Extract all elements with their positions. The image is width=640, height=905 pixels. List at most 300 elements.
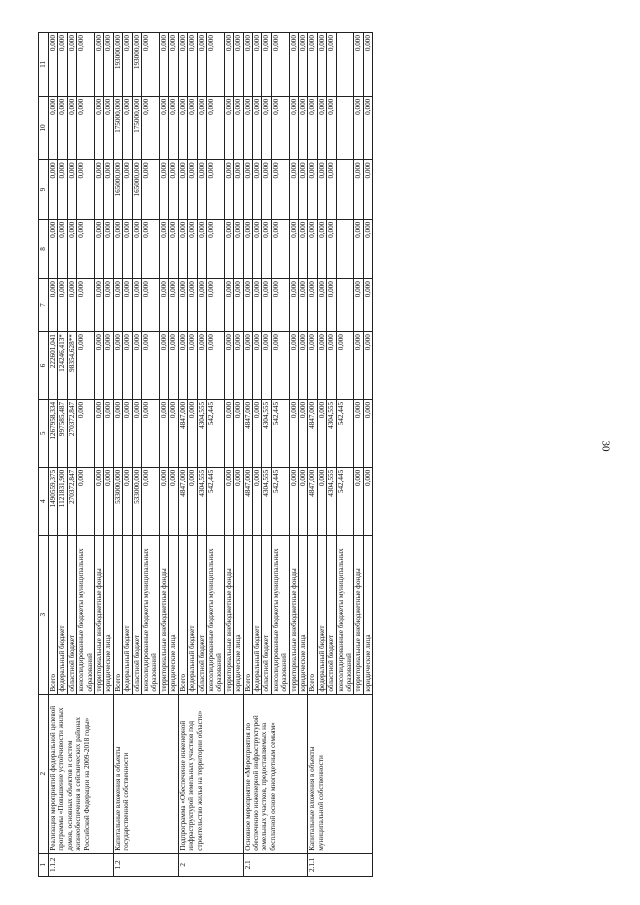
amount-cell: 0,000: [308, 96, 317, 160]
amount-cell: 0,000: [142, 399, 160, 467]
amount-cell: 4847,000: [243, 399, 252, 467]
row-index: 2.1: [243, 853, 308, 876]
amount-cell: 0,000: [252, 160, 261, 219]
funding-source: консолидированные бюджеты муниципальных образований: [206, 535, 224, 694]
amount-cell: 0,000: [243, 96, 252, 160]
amount-cell: 0,000: [159, 160, 168, 219]
amount-cell: 0,000: [58, 96, 67, 160]
amount-cell: 124246,413*: [58, 332, 67, 400]
funding-source: Всего: [49, 535, 58, 694]
amount-cell: 0,000: [197, 219, 206, 278]
funding-source: консолидированные бюджеты муниципальных образований: [142, 535, 160, 694]
amount-cell: 270372,847: [67, 399, 76, 467]
amount-cell: 0,000: [298, 279, 307, 332]
amount-cell: 0,000: [159, 467, 168, 535]
amount-cell: 533000,000: [132, 467, 141, 535]
funding-source: федеральный бюджет: [188, 535, 197, 694]
funding-source: Всего: [243, 535, 252, 694]
amount-cell: 0,000: [67, 279, 76, 332]
amount-cell: [336, 96, 354, 160]
amount-cell: 0,000: [95, 96, 104, 160]
amount-cell: 0,000: [271, 96, 289, 160]
amount-cell: 0,000: [188, 467, 197, 535]
amount-cell: 0,000: [289, 160, 298, 219]
amount-cell: 193000,000: [132, 33, 141, 97]
amount-cell: 0,000: [308, 160, 317, 219]
amount-cell: 0,000: [123, 219, 132, 278]
amount-cell: 0,000: [95, 399, 104, 467]
funding-source: территориальные внебюджетные фонды: [354, 535, 363, 694]
row-index: 2.1.1: [308, 853, 373, 876]
amount-cell: 0,000: [206, 33, 224, 97]
amount-cell: 0,000: [113, 332, 122, 400]
amount-cell: 0,000: [252, 33, 261, 97]
amount-cell: 0,000: [206, 279, 224, 332]
funding-source: федеральный бюджет: [252, 535, 261, 694]
amount-cell: 0,000: [104, 279, 113, 332]
amount-cell: 4847,000: [308, 467, 317, 535]
amount-cell: 4304,555: [327, 467, 336, 535]
amount-cell: 0,000: [317, 332, 326, 400]
funding-source: областной бюджет: [327, 535, 336, 694]
budget-table: [38, 32, 373, 877]
amount-cell: 0,000: [262, 219, 271, 278]
amount-cell: 0,000: [234, 160, 243, 219]
measure-description: Капитальные вложения в объекты государственной собственности: [113, 694, 178, 853]
amount-cell: 0,000: [206, 219, 224, 278]
amount-cell: 0,000: [142, 279, 160, 332]
amount-cell: 0,000: [363, 96, 372, 160]
funding-source: областной бюджет: [132, 535, 141, 694]
amount-cell: 542,445: [336, 467, 354, 535]
amount-cell: 0,000: [123, 160, 132, 219]
amount-cell: 0,000: [262, 160, 271, 219]
col-header-9: 9: [39, 160, 49, 219]
amount-cell: 0,000: [178, 219, 187, 278]
amount-cell: 533000,000: [113, 467, 122, 535]
amount-cell: 0,000: [224, 33, 233, 97]
amount-cell: 4847,000: [178, 399, 187, 467]
amount-cell: 0,000: [169, 399, 178, 467]
amount-cell: 0,000: [327, 219, 336, 278]
funding-source: Всего: [113, 535, 122, 694]
amount-cell: 0,000: [289, 279, 298, 332]
amount-cell: 0,000: [206, 96, 224, 160]
amount-cell: 0,000: [327, 279, 336, 332]
amount-cell: 0,000: [95, 219, 104, 278]
amount-cell: 0,000: [262, 96, 271, 160]
amount-cell: 0,000: [298, 467, 307, 535]
amount-cell: 0,000: [252, 399, 261, 467]
amount-cell: 0,000: [132, 279, 141, 332]
amount-cell: 0,000: [49, 279, 58, 332]
col-header-7: 7: [39, 279, 49, 332]
amount-cell: 0,000: [142, 33, 160, 97]
amount-cell: 0,000: [262, 332, 271, 400]
measure-description: Подпрограмма «Обеспечение инженерной инфраструктурой земельных участков под строительство жилья на территории области»: [178, 694, 243, 853]
amount-cell: 0,000: [224, 467, 233, 535]
funding-source: областной бюджет: [262, 535, 271, 694]
amount-cell: 0,000: [363, 467, 372, 535]
amount-cell: 4304,555: [262, 467, 271, 535]
amount-cell: 0,000: [289, 467, 298, 535]
row-index: 2: [178, 853, 243, 876]
header-row: [39, 33, 49, 877]
amount-cell: 0,000: [327, 160, 336, 219]
amount-cell: 0,000: [354, 467, 363, 535]
amount-cell: 0,000: [271, 332, 289, 400]
amount-cell: 0,000: [67, 219, 76, 278]
amount-cell: 0,000: [298, 332, 307, 400]
amount-cell: 0,000: [243, 160, 252, 219]
funding-source: федеральный бюджет: [58, 535, 67, 694]
amount-cell: 0,000: [243, 33, 252, 97]
amount-cell: 0,000: [271, 160, 289, 219]
amount-cell: 0,000: [132, 219, 141, 278]
funding-source: юридические лица: [169, 535, 178, 694]
amount-cell: 0,000: [224, 279, 233, 332]
col-header-11: 11: [39, 33, 49, 97]
row-index: 1.1.2: [49, 853, 114, 876]
col-header-4: 4: [39, 467, 49, 535]
amount-cell: 0,000: [206, 160, 224, 219]
amount-cell: 0,000: [95, 279, 104, 332]
amount-cell: 0,000: [67, 33, 76, 97]
amount-cell: 0,000: [197, 279, 206, 332]
row-index: 1.2: [113, 853, 178, 876]
amount-cell: 0,000: [234, 467, 243, 535]
amount-cell: 0,000: [77, 96, 95, 160]
amount-cell: 4847,000: [308, 399, 317, 467]
amount-cell: 0,000: [95, 467, 104, 535]
amount-cell: 0,000: [327, 96, 336, 160]
amount-cell: 0,000: [188, 332, 197, 400]
amount-cell: 0,000: [354, 96, 363, 160]
table-body: [49, 33, 373, 877]
funding-source: юридические лица: [104, 535, 113, 694]
amount-cell: 0,000: [104, 467, 113, 535]
amount-cell: 0,000: [49, 160, 58, 219]
amount-cell: 0,000: [113, 399, 122, 467]
amount-cell: 0,000: [262, 279, 271, 332]
amount-cell: 542,445: [336, 399, 354, 467]
amount-cell: 0,000: [58, 219, 67, 278]
funding-source: территориальные внебюджетные фонды: [159, 535, 168, 694]
amount-cell: 0,000: [197, 33, 206, 97]
amount-cell: 0,000: [104, 33, 113, 97]
amount-cell: 0,000: [142, 219, 160, 278]
amount-cell: 0,000: [197, 160, 206, 219]
amount-cell: 0,000: [169, 160, 178, 219]
amount-cell: 0,000: [289, 219, 298, 278]
amount-cell: 542,445: [271, 399, 289, 467]
col-header-3: 3: [39, 535, 49, 694]
amount-cell: 0,000: [77, 399, 95, 467]
amount-cell: 0,000: [77, 160, 95, 219]
table-row: [243, 33, 252, 877]
funding-source: Всего: [178, 535, 187, 694]
funding-source: консолидированные бюджеты муниципальных образований: [271, 535, 289, 694]
amount-cell: 0,000: [289, 399, 298, 467]
measure-description: Капитальные вложения в объекты муниципальной собственности: [308, 694, 373, 853]
amount-cell: 0,000: [317, 33, 326, 97]
amount-cell: 0,000: [77, 33, 95, 97]
amount-cell: 0,000: [298, 160, 307, 219]
amount-cell: 0,000: [354, 279, 363, 332]
amount-cell: 0,000: [142, 96, 160, 160]
amount-cell: 0,000: [77, 467, 95, 535]
amount-cell: 0,000: [298, 399, 307, 467]
amount-cell: [336, 219, 354, 278]
amount-cell: 0,000: [188, 33, 197, 97]
amount-cell: 0,000: [169, 467, 178, 535]
amount-cell: 0,000: [142, 332, 160, 400]
funding-source: территориальные внебюджетные фонды: [289, 535, 298, 694]
table-row: [178, 33, 187, 877]
amount-cell: 0,000: [123, 467, 132, 535]
amount-cell: 0,000: [188, 399, 197, 467]
funding-source: областной бюджет: [197, 535, 206, 694]
amount-cell: 0,000: [308, 219, 317, 278]
amount-cell: 0,000: [206, 332, 224, 400]
amount-cell: 0,000: [178, 33, 187, 97]
amount-cell: 0,000: [113, 219, 122, 278]
amount-cell: 0,000: [308, 332, 317, 400]
amount-cell: 0,000: [77, 332, 95, 400]
amount-cell: 0,000: [178, 332, 187, 400]
amount-cell: 0,000: [49, 96, 58, 160]
rotated-table-container: [38, 32, 588, 877]
funding-source: территориальные внебюджетные фонды: [224, 535, 233, 694]
amount-cell: 0,000: [271, 219, 289, 278]
amount-cell: 0,000: [104, 399, 113, 467]
amount-cell: 542,445: [271, 467, 289, 535]
amount-cell: 0,000: [123, 33, 132, 97]
funding-source: консолидированные бюджеты муниципальных образований: [336, 535, 354, 694]
amount-cell: 0,000: [132, 399, 141, 467]
amount-cell: 0,000: [169, 33, 178, 97]
amount-cell: 165000,000: [132, 160, 141, 219]
funding-source: федеральный бюджет: [123, 535, 132, 694]
amount-cell: 0,000: [197, 96, 206, 160]
amount-cell: 0,000: [252, 219, 261, 278]
amount-cell: 0,000: [308, 33, 317, 97]
amount-cell: 0,000: [224, 219, 233, 278]
amount-cell: 0,000: [289, 332, 298, 400]
amount-cell: 0,000: [243, 279, 252, 332]
amount-cell: 175000,000: [113, 96, 122, 160]
amount-cell: 0,000: [363, 279, 372, 332]
amount-cell: 0,000: [354, 219, 363, 278]
amount-cell: 0,000: [58, 33, 67, 97]
amount-cell: 0,000: [169, 332, 178, 400]
funding-source: Всего: [308, 535, 317, 694]
col-header-8: 8: [39, 219, 49, 278]
amount-cell: 4304,555: [262, 399, 271, 467]
table-row: [113, 33, 122, 877]
amount-cell: 0,000: [123, 399, 132, 467]
col-header-1: 1: [39, 853, 49, 876]
amount-cell: [336, 33, 354, 97]
amount-cell: 0,000: [224, 399, 233, 467]
amount-cell: 0,000: [67, 96, 76, 160]
amount-cell: 0,000: [327, 332, 336, 400]
amount-cell: 0,000: [77, 219, 95, 278]
funding-source: консолидированные бюджеты муниципальных образований: [77, 535, 95, 694]
amount-cell: 542,445: [206, 467, 224, 535]
amount-cell: 0,000: [104, 160, 113, 219]
amount-cell: 0,000: [243, 332, 252, 400]
amount-cell: 0,000: [159, 219, 168, 278]
amount-cell: 0,000: [298, 219, 307, 278]
measure-description: Основное мероприятие «Мероприятия по обеспечению инженерной инфраструктурой земельных участков, предоставляемых на бесплатной основе многодетным семьям»: [243, 694, 308, 853]
amount-cell: 0,000: [159, 399, 168, 467]
amount-cell: 0,000: [363, 332, 372, 400]
amount-cell: 0,000: [354, 399, 363, 467]
amount-cell: 0,000: [317, 279, 326, 332]
amount-cell: 4847,000: [243, 467, 252, 535]
amount-cell: 0,000: [188, 160, 197, 219]
amount-cell: 4304,555: [197, 467, 206, 535]
funding-source: юридические лица: [298, 535, 307, 694]
amount-cell: 0,000: [95, 33, 104, 97]
amount-cell: 0,000: [104, 219, 113, 278]
amount-cell: 0,000: [95, 160, 104, 219]
amount-cell: 0,000: [159, 279, 168, 332]
amount-cell: 222601,041: [49, 332, 58, 400]
funding-source: юридические лица: [234, 535, 243, 694]
amount-cell: 0,000: [159, 96, 168, 160]
amount-cell: 193000,000: [113, 33, 122, 97]
funding-source: юридические лица: [363, 535, 372, 694]
amount-cell: [336, 279, 354, 332]
amount-cell: 0,000: [113, 279, 122, 332]
amount-cell: 0,000: [363, 160, 372, 219]
amount-cell: 98354,628**: [67, 332, 76, 400]
amount-cell: 165000,000: [113, 160, 122, 219]
amount-cell: 1490559,375: [49, 467, 58, 535]
amount-cell: 0,000: [234, 279, 243, 332]
amount-cell: 0,000: [262, 33, 271, 97]
table-row: [49, 33, 58, 877]
amount-cell: 0,000: [159, 332, 168, 400]
amount-cell: 0,000: [224, 96, 233, 160]
amount-cell: 0,000: [243, 219, 252, 278]
amount-cell: 4304,555: [327, 399, 336, 467]
amount-cell: 0,000: [159, 33, 168, 97]
amount-cell: 0,000: [142, 160, 160, 219]
amount-cell: 0,000: [252, 467, 261, 535]
funding-source: федеральный бюджет: [317, 535, 326, 694]
amount-cell: 997585,487: [58, 399, 67, 467]
amount-cell: 0,000: [49, 33, 58, 97]
col-header-10: 10: [39, 96, 49, 160]
amount-cell: 0,000: [95, 332, 104, 400]
amount-cell: 0,000: [317, 160, 326, 219]
page-number: 30: [599, 440, 612, 452]
amount-cell: 0,000: [234, 399, 243, 467]
amount-cell: 0,000: [363, 219, 372, 278]
amount-cell: 0,000: [354, 33, 363, 97]
amount-cell: 0,000: [58, 160, 67, 219]
amount-cell: 0,000: [317, 219, 326, 278]
amount-cell: 0,000: [234, 219, 243, 278]
amount-cell: 0,000: [58, 279, 67, 332]
amount-cell: 0,000: [132, 332, 141, 400]
amount-cell: 0,000: [123, 96, 132, 160]
amount-cell: 0,000: [317, 96, 326, 160]
amount-cell: 0,000: [271, 33, 289, 97]
amount-cell: 0,000: [234, 96, 243, 160]
amount-cell: 0,000: [327, 33, 336, 97]
amount-cell: 4304,555: [197, 399, 206, 467]
amount-cell: 0,000: [178, 160, 187, 219]
amount-cell: 0,000: [234, 332, 243, 400]
amount-cell: 542,445: [206, 399, 224, 467]
col-header-5: 5: [39, 399, 49, 467]
amount-cell: 0,000: [224, 160, 233, 219]
amount-cell: 270372,847: [67, 467, 76, 535]
col-header-6: 6: [39, 332, 49, 400]
amount-cell: 0,000: [178, 279, 187, 332]
amount-cell: 0,000: [104, 96, 113, 160]
amount-cell: 0,000: [317, 467, 326, 535]
amount-cell: 0,000: [252, 96, 261, 160]
amount-cell: 0,000: [252, 279, 261, 332]
amount-cell: 0,000: [298, 33, 307, 97]
amount-cell: 0,000: [169, 219, 178, 278]
col-header-2: 2: [39, 694, 49, 853]
amount-cell: 0,000: [77, 279, 95, 332]
amount-cell: 0,000: [252, 332, 261, 400]
amount-cell: 0,000: [142, 467, 160, 535]
table-row: [308, 33, 317, 877]
amount-cell: 0,000: [188, 96, 197, 160]
amount-cell: 0,000: [188, 219, 197, 278]
amount-cell: 175000,000: [132, 96, 141, 160]
amount-cell: 0,000: [354, 332, 363, 400]
amount-cell: 0,000: [354, 160, 363, 219]
amount-cell: 0,000: [298, 96, 307, 160]
amount-cell: 0,000: [317, 399, 326, 467]
funding-source: территориальные внебюджетные фонды: [95, 535, 104, 694]
amount-cell: 0,000: [123, 332, 132, 400]
amount-cell: 0,000: [67, 160, 76, 219]
amount-cell: 0,000: [289, 33, 298, 97]
amount-cell: 1121831,900: [58, 467, 67, 535]
amount-cell: 0,000: [363, 33, 372, 97]
amount-cell: 0,000: [363, 399, 372, 467]
amount-cell: [336, 160, 354, 219]
amount-cell: 0,000: [336, 332, 354, 400]
amount-cell: 0,000: [224, 332, 233, 400]
funding-source: областной бюджет: [67, 535, 76, 694]
amount-cell: 0,000: [169, 96, 178, 160]
measure-description: Реализация мероприятий федеральной целевой программы «Повышение устойчивости жилых домов, основных объектов и систем жизнеобеспечения в сейсмических районах Российской Федерации на 2009-2018 годы»: [49, 694, 114, 853]
amount-cell: 0,000: [49, 219, 58, 278]
amount-cell: 0,000: [104, 332, 113, 400]
amount-cell: 0,000: [178, 96, 187, 160]
amount-cell: 0,000: [289, 96, 298, 160]
amount-cell: 0,000: [308, 279, 317, 332]
amount-cell: 0,000: [188, 279, 197, 332]
amount-cell: 0,000: [234, 33, 243, 97]
amount-cell: 0,000: [169, 279, 178, 332]
amount-cell: 0,000: [197, 332, 206, 400]
amount-cell: 1267958,334: [49, 399, 58, 467]
amount-cell: 0,000: [123, 279, 132, 332]
amount-cell: 4847,000: [178, 467, 187, 535]
